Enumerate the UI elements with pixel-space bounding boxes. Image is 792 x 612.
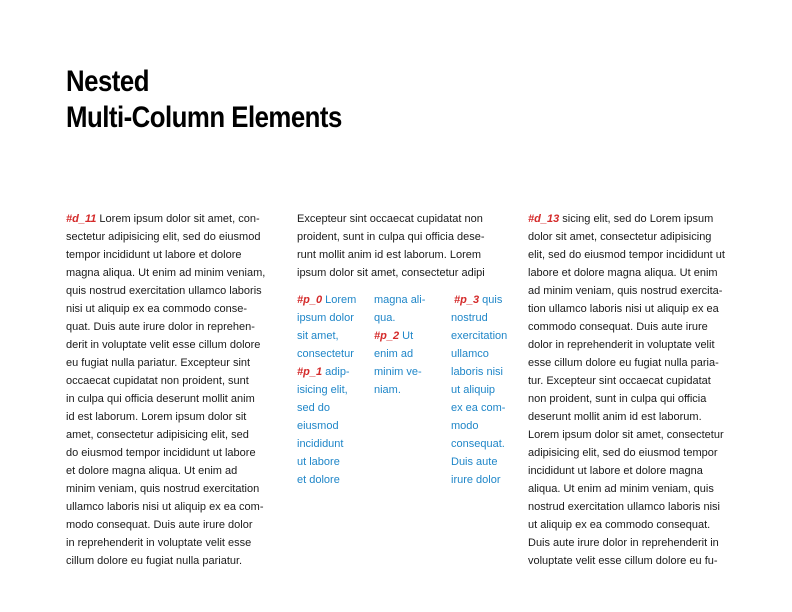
text-line: dolor in reprehenderit in voluptate velit xyxy=(528,339,715,351)
text-line: adipisicing elit, sed do eiusmod tempor xyxy=(528,447,718,459)
text-line: occaecat cupidatat non proident, sunt xyxy=(66,375,249,387)
text-line: quis nostrud exercitation ullamco laboris xyxy=(66,285,262,297)
text-line: #p_2 Ut xyxy=(374,330,414,342)
element-tag: #d_11 xyxy=(66,213,97,225)
nested-column-p2 xyxy=(374,291,425,399)
text-line: Excepteur sint occaecat cupidatat non xyxy=(297,213,483,225)
text-line: sectetur adipisicing elit, sed do eiusmod xyxy=(66,231,261,243)
text-line: quat. Duis aute irure dolor in reprehen- xyxy=(66,321,255,333)
column-d13 xyxy=(528,210,725,570)
text-line: ipsum dolor sit amet, consectetur adipi xyxy=(297,267,485,279)
text-line: esse cillum dolore eu fugiat nulla paria- xyxy=(528,357,719,369)
text-line: modo xyxy=(451,420,479,432)
title-line-2: Multi-Column Elements xyxy=(66,101,342,134)
text-line: sed do xyxy=(297,402,331,414)
text-line: ut aliquip ex ea commodo consequat. xyxy=(528,519,711,531)
text-line: magna aliqua. Ut enim ad minim veniam, xyxy=(66,267,266,279)
text-line: #d_13 sicing elit, sed do Lorem ipsum xyxy=(528,213,714,225)
text-line: qua. xyxy=(374,312,396,324)
text-line: eu fugiat nulla pariatur. Excepteur sint xyxy=(66,357,251,369)
text-line: ipsum dolor xyxy=(297,312,354,324)
text-line: #d_11 Lorem ipsum dolor sit amet, con- xyxy=(66,213,260,225)
text-line: proident, sunt in culpa qui officia dese- xyxy=(297,231,485,243)
element-tag: #p_2 xyxy=(374,330,400,342)
element-tag: #p_0 xyxy=(297,294,323,306)
text-line: #p_3 quis xyxy=(451,291,507,309)
text-line: amet, consectetur adipisicing elit, sed xyxy=(66,429,249,441)
title-line-1: Nested xyxy=(66,65,149,98)
text-line: enim ad xyxy=(374,348,414,360)
text-line: exercitation xyxy=(451,330,508,342)
text-line: runt mollit anim id est laborum. Lorem xyxy=(297,249,482,261)
column-middle xyxy=(297,210,485,282)
text-line: Lorem ipsum dolor sit amet, consectetur xyxy=(528,429,724,441)
text-line: ullamco laboris nisi ut aliquip ex ea com- xyxy=(66,501,264,513)
text-line: isicing elit, xyxy=(297,384,348,396)
text-line: derit in voluptate velit esse cillum dolore xyxy=(66,339,261,351)
text-line: ex ea com- xyxy=(451,402,506,414)
element-tag: #p_1 xyxy=(297,366,323,378)
column-d11 xyxy=(66,210,265,570)
text-line: modo consequat. Duis aute irure dolor xyxy=(66,519,253,531)
text-line: nostrud xyxy=(451,312,488,324)
text-line: consectetur xyxy=(297,348,354,360)
text-line: labore et dolore magna aliqua. Ut enim xyxy=(528,267,718,279)
text-line: et dolore xyxy=(297,474,340,486)
nested-column-p0-p1 xyxy=(297,291,356,489)
text-line: #p_1 adip- xyxy=(297,366,350,378)
text-line: do eiusmod tempor incididunt ut labore xyxy=(66,447,256,459)
text-line: in reprehenderit in voluptate velit esse xyxy=(66,537,252,549)
text-line: deserunt mollit anim id est laborum. xyxy=(528,411,702,423)
text-line: irure dolor xyxy=(451,474,501,486)
text-line: tur. Excepteur sint occaecat cupidatat xyxy=(528,375,711,387)
text-line: aliqua. Ut enim ad minim veniam, quis xyxy=(528,483,714,495)
text-line: commodo consequat. Duis aute irure xyxy=(528,321,708,333)
text-line: ut aliquip xyxy=(451,384,496,396)
text-line: et dolore magna aliqua. Ut enim ad xyxy=(66,465,238,477)
text-line: niam. xyxy=(374,384,401,396)
text-line: id est laborum. Lorem ipsum dolor sit xyxy=(66,411,247,423)
text-line: in culpa qui officia deserunt mollit anim xyxy=(66,393,255,405)
text-line: Duis aute xyxy=(451,456,498,468)
text-line: tempor incididunt ut labore et dolore xyxy=(66,249,242,261)
text-line: minim veniam, quis nostrud exercitation xyxy=(66,483,260,495)
text-line: voluptate velit esse cillum dolore eu fu- xyxy=(528,555,718,567)
page-title xyxy=(66,64,342,136)
text-line: non proident, sunt in culpa qui officia xyxy=(528,393,707,405)
text-line: magna ali- xyxy=(374,294,426,306)
text-line: nisi ut aliquip ex ea commodo conse- xyxy=(66,303,247,315)
text-line: dolor sit amet, consectetur adipisicing xyxy=(528,231,712,243)
element-tag: #d_13 xyxy=(528,213,560,225)
text-line: ad minim veniam, quis nostrud exercita- xyxy=(528,285,723,297)
element-tag: #p_3 xyxy=(454,294,480,306)
text-line: sit amet, xyxy=(297,330,339,342)
text-line: Duis aute irure dolor in reprehenderit in xyxy=(528,537,719,549)
text-line: ullamco xyxy=(451,348,489,360)
text-line: minim ve- xyxy=(374,366,422,378)
text-line: incididunt ut labore et dolore magna xyxy=(528,465,703,477)
text-line: elit, sed do eiusmod tempor incididunt ut xyxy=(528,249,725,261)
text-line: ut labore xyxy=(297,456,340,468)
text-line: cillum dolore eu fugiat nulla pariatur. xyxy=(66,555,243,567)
text-line: laboris nisi xyxy=(451,366,503,378)
text-line: tion ullamco laboris nisi ut aliquip ex ea xyxy=(528,303,719,315)
nested-column-p3 xyxy=(451,291,507,489)
text-line: eiusmod xyxy=(297,420,339,432)
text-line: #p_0 Lorem xyxy=(297,294,357,306)
text-line: incididunt xyxy=(297,438,344,450)
text-line: consequat. xyxy=(451,438,505,450)
text-line: nostrud exercitation ullamco laboris nisi xyxy=(528,501,720,513)
